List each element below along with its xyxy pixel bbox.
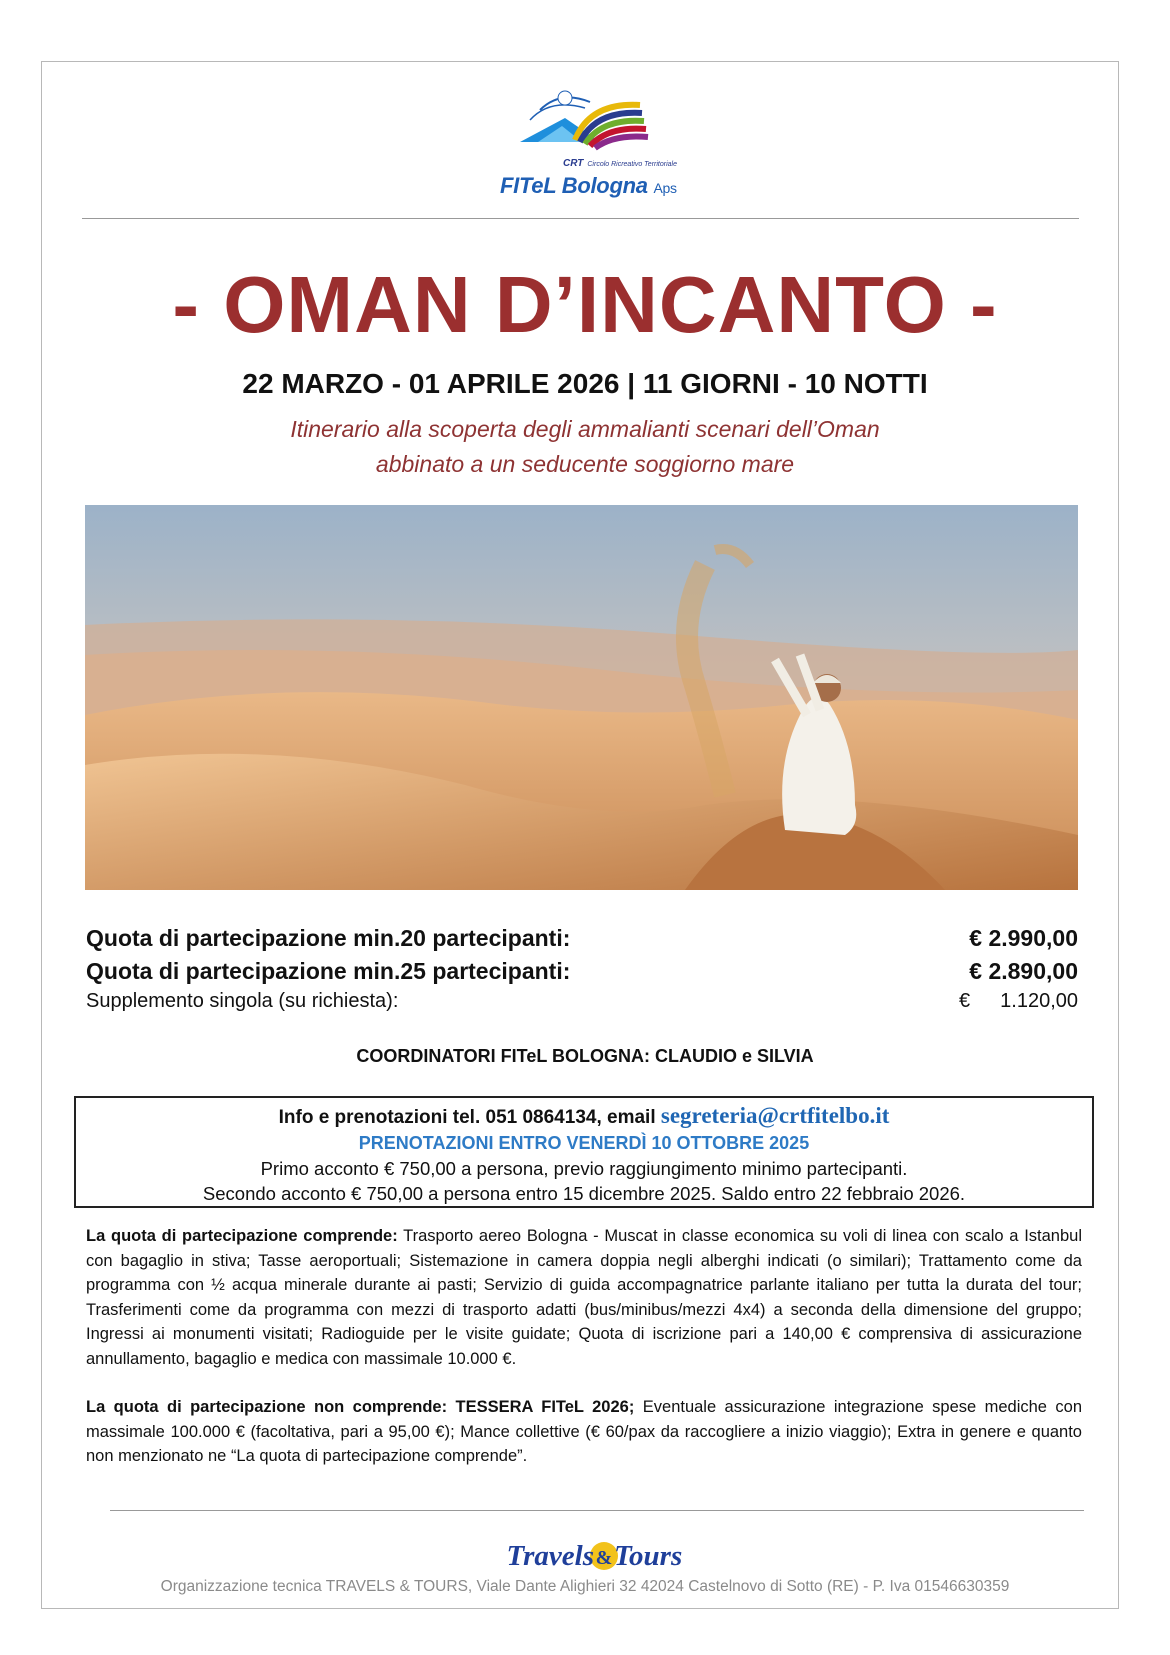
svg-text:Travels: Travels [506,1540,594,1572]
logo-name: FITeL Bologna Aps [500,173,677,198]
price-row-min20 [86,925,1078,952]
email-link[interactable]: segreteria@crtfitelbo.it [660,1103,890,1128]
includes-paragraph: La quota di partecipazione comprende: Trasporto aereo Bologna - Muscat in classe economica su voli di linea con scalo a Istanbul con bagaglio in stiva; Tasse aeroportuali; Sistemazione in camera doppia negli alberghi indicati (o similari); Trattamento come da programma con ½ acqua minerale durante ai pasti; Servizio di guida accompagnatrice parlante italiano per tutta la durata del tour; Trasferimenti come da programma con mezzi di trasporto adatti (bus/minibus/mezzi 4x4) a seconda della dimensione del gruppo; Ingressi ai monumenti visitati; Radioguide per le visite guidate; Quota di iscrizione pari a 140,00 € comprensiva di assicurazione annullamento, bagaglio e medica con massimale 10.000 €. [86,1227,1082,1368]
price-label: Supplemento singola (su richiesta): [86,990,399,1012]
booking-deadline: PRENOTAZIONI ENTRO VENERDÌ 10 OTTOBRE 2025 [358,1133,810,1153]
info-box [74,1096,1094,1208]
footer-text: Organizzazione tecnica TRAVELS & TOURS, Viale Dante Alighieri 32 42024 Castelnovo di Sotto (RE) - P. Iva 01546630359 [160,1578,1010,1595]
trip-dates: 22 MARZO - 01 APRILE 2026 | 11 GIORNI - 10 NOTTI [242,368,928,399]
travels-tours-logo-icon [496,1535,696,1575]
price-row-single [86,990,1078,1013]
deposit-first: Primo acconto € 750,00 a persona, previo raggiungimento minimo partecipanti. [260,1158,908,1179]
logo-crt-text: CRT Circolo Ricreativo Territoriale [563,158,677,169]
desert-photo [85,505,1078,890]
svg-text:Tours: Tours [614,1540,683,1572]
price-label: Quota di partecipazione min.20 partecipanti: [86,925,571,951]
svg-text:&: & [595,1547,613,1569]
deposit-second: Secondo acconto € 750,00 a persona entro 15 dicembre 2025. Saldo entro 22 febbraio 2026. [202,1183,966,1204]
price-row-min25 [86,958,1078,985]
bottom-divider [110,1510,1084,1511]
price-value: € 2.990,00 [969,925,1078,951]
price-label: Quota di partecipazione min.25 partecipanti: [86,958,571,984]
price-value: € 2.890,00 [969,958,1078,984]
trip-subtitle: Itinerario alla scoperta degli ammalianti scenari dell’Oman abbinato a un seducente soggiorno mare [290,416,880,477]
price-value: € 1.120,00 [959,990,1078,1012]
coordinators: COORDINATORI FITeL BOLOGNA: CLAUDIO e SILVIA [356,1046,814,1066]
top-divider [82,218,1079,219]
excludes-paragraph: La quota di partecipazione non comprende: TESSERA FITeL 2026; Eventuale assicurazione integrazione spese mediche con massimale 100.000 € (facoltativa, pari a 95,00 €); Mance collettive (€ 60/pax da raccogliere a inizio viaggio); Extra in genere e quanto non menzionato ne “La quota di partecipazione comprende”. [86,1398,1082,1465]
page-title: - OMAN D’INCANTO - [172,260,998,349]
contact-line: Info e prenotazioni tel. 051 0864134, email segreteria@crtfitelbo.it [278,1103,890,1128]
